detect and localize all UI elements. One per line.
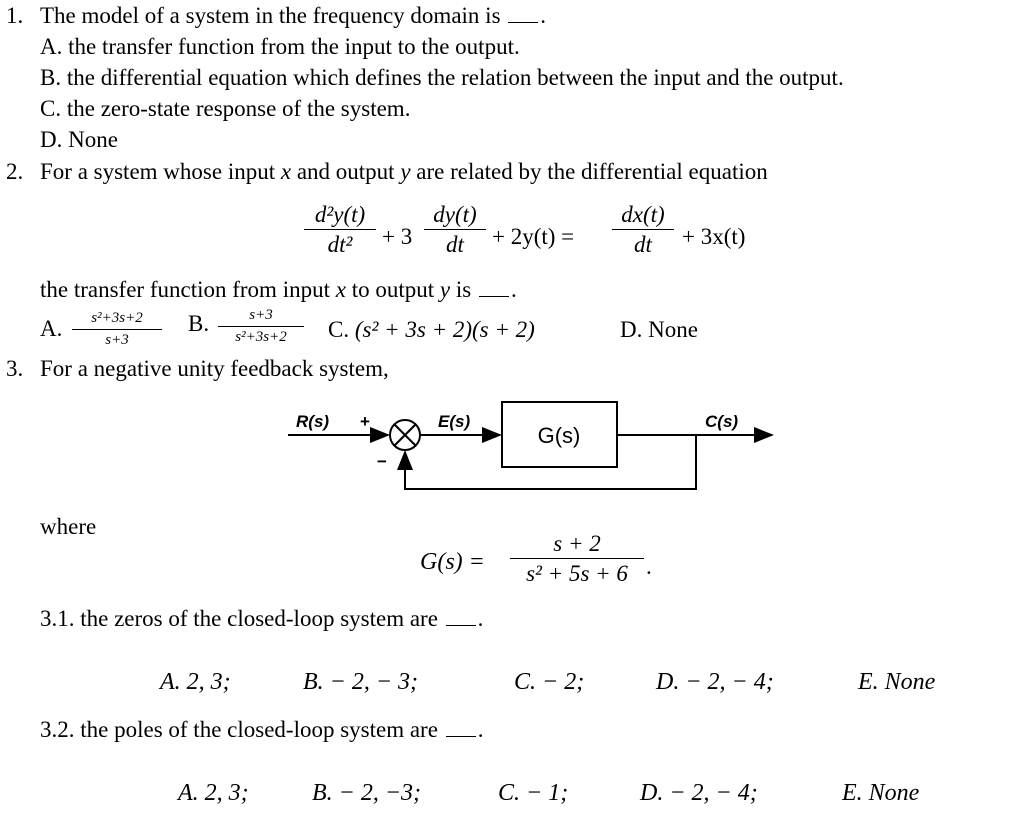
- q2-intro-c: are related by the differential equation: [416, 159, 768, 184]
- q3-1-option-c[interactable]: C. − 2;: [514, 669, 585, 695]
- q2-tf-var-x: x: [335, 277, 346, 302]
- q3-2-blank: [446, 735, 476, 737]
- q2-option-a-num: s²+3s+2: [91, 310, 143, 326]
- q3-2-option-e[interactable]: E. None: [842, 780, 920, 806]
- q3-1-option-a[interactable]: A. 2, 3;: [160, 669, 231, 695]
- q3-2-text: [40, 718, 483, 741]
- eq-op2: + 2y(t) =: [492, 224, 575, 249]
- q3-2-option-b[interactable]: B. − 2, −3;: [312, 780, 422, 806]
- q2-option-b-num: s+3: [249, 307, 273, 323]
- q1-option-b-letter: B.: [40, 65, 62, 90]
- q3-2-stem: the poles of the closed-loop system are: [80, 717, 438, 742]
- eq-op1: + 3: [382, 224, 413, 249]
- q3-2-option-d[interactable]: D. − 2, − 4;: [640, 780, 758, 806]
- q2-tf-question: [40, 278, 517, 301]
- diagram-minus-sign: −: [377, 452, 387, 471]
- q1-option-a-text: the transfer function from the input to the output.: [68, 34, 520, 59]
- q2-option-c-letter: C.: [328, 317, 350, 342]
- q1-number: 1.: [6, 3, 24, 28]
- q3-1-text: [40, 607, 483, 630]
- g-dot: .: [646, 554, 652, 579]
- q2-tf-var-y: y: [439, 277, 451, 302]
- q1-option-b-text: the differential equation which defines the relation between the input and the output.: [66, 65, 844, 90]
- q1-option-a[interactable]: [40, 35, 520, 58]
- q2-option-a-fraction: [72, 310, 162, 348]
- q2-option-a-den: s+3: [105, 331, 129, 348]
- q3-1-dot: .: [477, 606, 484, 631]
- q3-1-option-d[interactable]: D. − 2, − 4;: [656, 669, 774, 695]
- q1-option-d-letter: D.: [40, 127, 63, 152]
- eq-term2-den: dt: [446, 232, 464, 258]
- feedback-block-diagram: [280, 395, 780, 495]
- eq-term2-num: dy(t): [433, 202, 477, 227]
- diagram-output-label: C(s): [705, 412, 739, 431]
- q3-1-number: 3.1.: [40, 606, 75, 631]
- q2-option-c-text: (s² + 3s + 2)(s + 2): [354, 317, 535, 342]
- q3-2-option-c[interactable]: C. − 1;: [498, 780, 569, 806]
- diagram-plus-sign: +: [360, 412, 370, 431]
- g-numerator: s + 2: [553, 531, 601, 556]
- q3-number: 3.: [6, 356, 24, 381]
- q3-2-option-a[interactable]: A. 2, 3;: [178, 780, 249, 806]
- q1-dot: .: [540, 3, 547, 28]
- q1-option-b[interactable]: [40, 66, 844, 89]
- diagram-block-label: G(s): [537, 423, 581, 448]
- q1-option-c[interactable]: [40, 97, 410, 120]
- eq-term2-fraction: [424, 202, 486, 258]
- q3-where: where: [40, 514, 97, 539]
- q2-option-d-text: None: [648, 317, 698, 342]
- q2-var-x: x: [280, 159, 292, 184]
- q1-option-c-text: the zero-state response of the system.: [66, 96, 411, 121]
- q2-option-b-letter[interactable]: B.: [188, 311, 210, 336]
- diagram-error-label: E(s): [438, 412, 471, 431]
- q2-option-c[interactable]: [328, 318, 535, 341]
- q2-option-d-letter: D.: [620, 317, 643, 342]
- q1-option-d-text: None: [68, 127, 118, 152]
- q3-1-option-e[interactable]: E. None: [858, 669, 936, 695]
- q2-var-y: y: [400, 159, 411, 184]
- q2-option-a-letter[interactable]: A.: [40, 316, 63, 341]
- q2-intro: [40, 160, 768, 183]
- eq-term3-num: dx(t): [621, 202, 665, 227]
- q2-tf-a: the transfer function from input: [40, 277, 330, 302]
- q1-option-c-letter: C.: [40, 96, 62, 121]
- q2-option-b-den: s²+3s+2: [235, 328, 287, 345]
- g-denominator: s² + 5s + 6: [526, 561, 628, 587]
- q1-text: [40, 4, 546, 27]
- q1-blank: [508, 21, 538, 23]
- q3-text: For a negative unity feedback system,: [40, 356, 389, 381]
- eq-term3-den: dt: [634, 232, 652, 258]
- q1-option-d[interactable]: [40, 128, 118, 151]
- eq-term1-num: d²y(t): [314, 202, 366, 227]
- g-fraction: [510, 531, 644, 587]
- q1-option-a-letter: A.: [40, 34, 63, 59]
- q2-option-d[interactable]: [620, 318, 698, 341]
- eq-term1-fraction: [304, 202, 376, 258]
- eq-term3-fraction: [612, 202, 674, 258]
- eq-term1-den: dt²: [327, 232, 353, 258]
- q3-1-option-b[interactable]: B. − 2, − 3;: [303, 669, 419, 695]
- q2-dot: .: [510, 277, 517, 302]
- q3-1-blank: [446, 624, 476, 626]
- q2-intro-a: For a system whose input: [40, 159, 276, 184]
- q3-1-stem: the zeros of the closed-loop system are: [80, 606, 438, 631]
- q2-tf-b: to output: [351, 277, 435, 302]
- eq-op3: + 3x(t): [682, 224, 746, 249]
- q2-blank: [479, 295, 509, 297]
- g-lhs: G(s) =: [420, 549, 485, 575]
- q2-intro-b: and output: [296, 159, 395, 184]
- q2-number: 2.: [6, 159, 24, 184]
- q2-option-b-fraction: [218, 307, 304, 345]
- q1-stem: The model of a system in the frequency domain is: [40, 3, 501, 28]
- q3-2-number: 3.2.: [40, 717, 75, 742]
- q2-tf-c: is: [455, 277, 472, 302]
- q3-2-dot: .: [477, 717, 484, 742]
- diagram-input-label: R(s): [296, 412, 330, 431]
